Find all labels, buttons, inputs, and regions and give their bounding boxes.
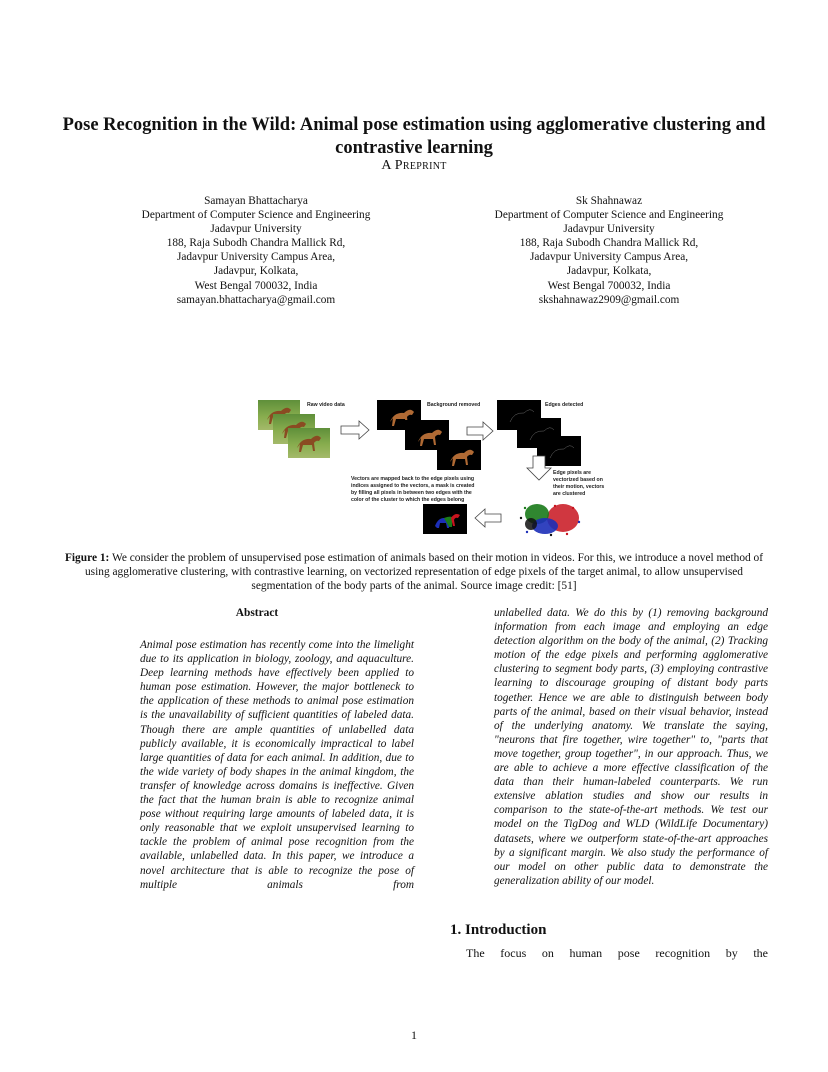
author-address-line: Jadavpur University Campus Area,	[176, 251, 336, 264]
preprint-label: A Preprint	[381, 158, 447, 173]
raw-video-frames	[258, 400, 330, 458]
label-mapped-line: by filling all pixels in between two edges with the	[351, 490, 472, 496]
author-address-line: 188, Raja Subodh Chandra Mallick Rd,	[166, 237, 346, 250]
cluster-scatter	[520, 504, 580, 536]
author-block-2	[459, 194, 759, 307]
label-vectorized-line: their motion, vectors	[553, 484, 605, 490]
segmented-output-frame	[423, 504, 467, 534]
abstract-left-column	[140, 638, 414, 892]
author-email[interactable]: samayan.bhattacharya@gmail.com	[176, 293, 336, 306]
author-department: Department of Computer Science and Engineering	[494, 209, 724, 222]
arrow-right-icon	[341, 421, 369, 439]
author-address-line: 188, Raja Subodh Chandra Mallick Rd,	[519, 237, 699, 250]
abstract-left-text: Animal pose estimation has recently come into the limelight due to its application in biology, zoology, and aquaculture. Deep learning methods have effectively been applied to human pose estimation. However, the major bottleneck to the application of these methods to animal pose estimation is the unavailability of sufficient quantities of labeled data. Though there are ample quantities of unlabelled data publicly available, it is economically impractical to label large quantities of data for each animal. In addition, due to the wide variety of body shapes in the animal kingdom, the transfer of knowledge across domains is ineffective. Given the fact that the human brain is able to recognize animal pose without requiring large amounts of labeled data, it is only reasonable that we exploit unsupervised learning to tackle the problem of animal pose recognition from the available, unlabelled data. In this paper, we introduce a novel architecture that is able to recognize the pose of multiple animals from	[140, 639, 414, 891]
figure-1-diagram	[255, 390, 605, 538]
label-edges-detected: Edges detected	[545, 402, 584, 408]
paper-title: Pose Recognition in the Wild: Animal pose estimation using agglomerative clustering and contrastive learning	[62, 115, 766, 158]
author-block-1	[106, 194, 406, 307]
introduction-text: The focus on human pose recognition by the	[466, 946, 768, 960]
section-heading-introduction: 1. Introduction	[450, 922, 547, 938]
author-name: Sk Shahnawaz	[575, 195, 643, 207]
label-mapped-line: Vectors are mapped back to the edge pixels using	[351, 476, 475, 482]
figure-caption-text: We consider the problem of unsupervised pose estimation of animals based on their motion in videos. For this, we introduce a novel method of using agglomerative clustering, with contrastive learning, on vectorized representation of edge pixels of the target animal, to allow unsupervised segmentation of the body parts of the animal. Source image credit: [51]	[84, 552, 764, 593]
author-address-line: Jadavpur, Kolkata,	[213, 265, 299, 278]
abstract-right-column	[494, 606, 768, 888]
label-vectorized-line: are clustered	[553, 491, 586, 497]
label-raw-video: Raw video data	[307, 402, 345, 408]
author-email[interactable]: skshahnawaz2909@gmail.com	[538, 293, 680, 306]
label-vectorized-line: Edge pixels are	[553, 470, 592, 476]
author-address-line: Jadavpur, Kolkata,	[566, 265, 652, 278]
author-university: Jadavpur University	[210, 223, 302, 236]
author-address-line: West Bengal 700032, India	[547, 279, 671, 292]
label-mapped-line: color of the cluster to which the edges belong	[351, 497, 465, 503]
label-background-removed: Background removed	[427, 402, 481, 408]
author-address-line: West Bengal 700032, India	[194, 279, 318, 292]
abstract-right-text: unlabelled data. We do this by (1) removing background information from each image and employing an edge detection algorithm on the body of the animal, (2) Tracking motion of the edge pixels and performing agglomerative clustering to segment body parts, (3) employing contrastive learning to discourage grouping of distant body parts together. Hence we are able to distinguish between body parts of the animal, based on their visual behavior, instead of the underlying anatomy. We translate the saying, "neurons that fire together, wire together" to, "parts that move together, group together", in our approach. Thus, we are able to achieve a more effective classification of the data than their human-labeled counterparts. We run extensive ablation studies and show our results in comparison to the state-of-the-art methods. We test our model on the TigDog and WLD (WildLife Documentary) datasets, where we outperform state-of-the-art approaches by a significant margin. We also study the performance of our model on other public data to demonstrate the generalization ability of our model.	[494, 607, 768, 887]
author-university: Jadavpur University	[563, 223, 655, 236]
author-name: Samayan Bhattacharya	[204, 195, 308, 207]
arrow-left-icon	[475, 509, 501, 527]
author-address-line: Jadavpur University Campus Area,	[529, 251, 689, 264]
background-removed-frames	[377, 400, 481, 470]
figure-caption	[60, 551, 768, 594]
abstract-heading: Abstract	[235, 607, 279, 619]
label-vectorized-line: vectorized based on	[553, 477, 603, 483]
figure-caption-label: Figure 1:	[64, 552, 110, 564]
page-number: 1	[411, 1028, 417, 1042]
author-department: Department of Computer Science and Engineering	[141, 209, 371, 222]
label-mapped-line: indices assigned to the vectors, a mask is created	[351, 483, 475, 489]
arrow-right-icon	[467, 422, 493, 440]
